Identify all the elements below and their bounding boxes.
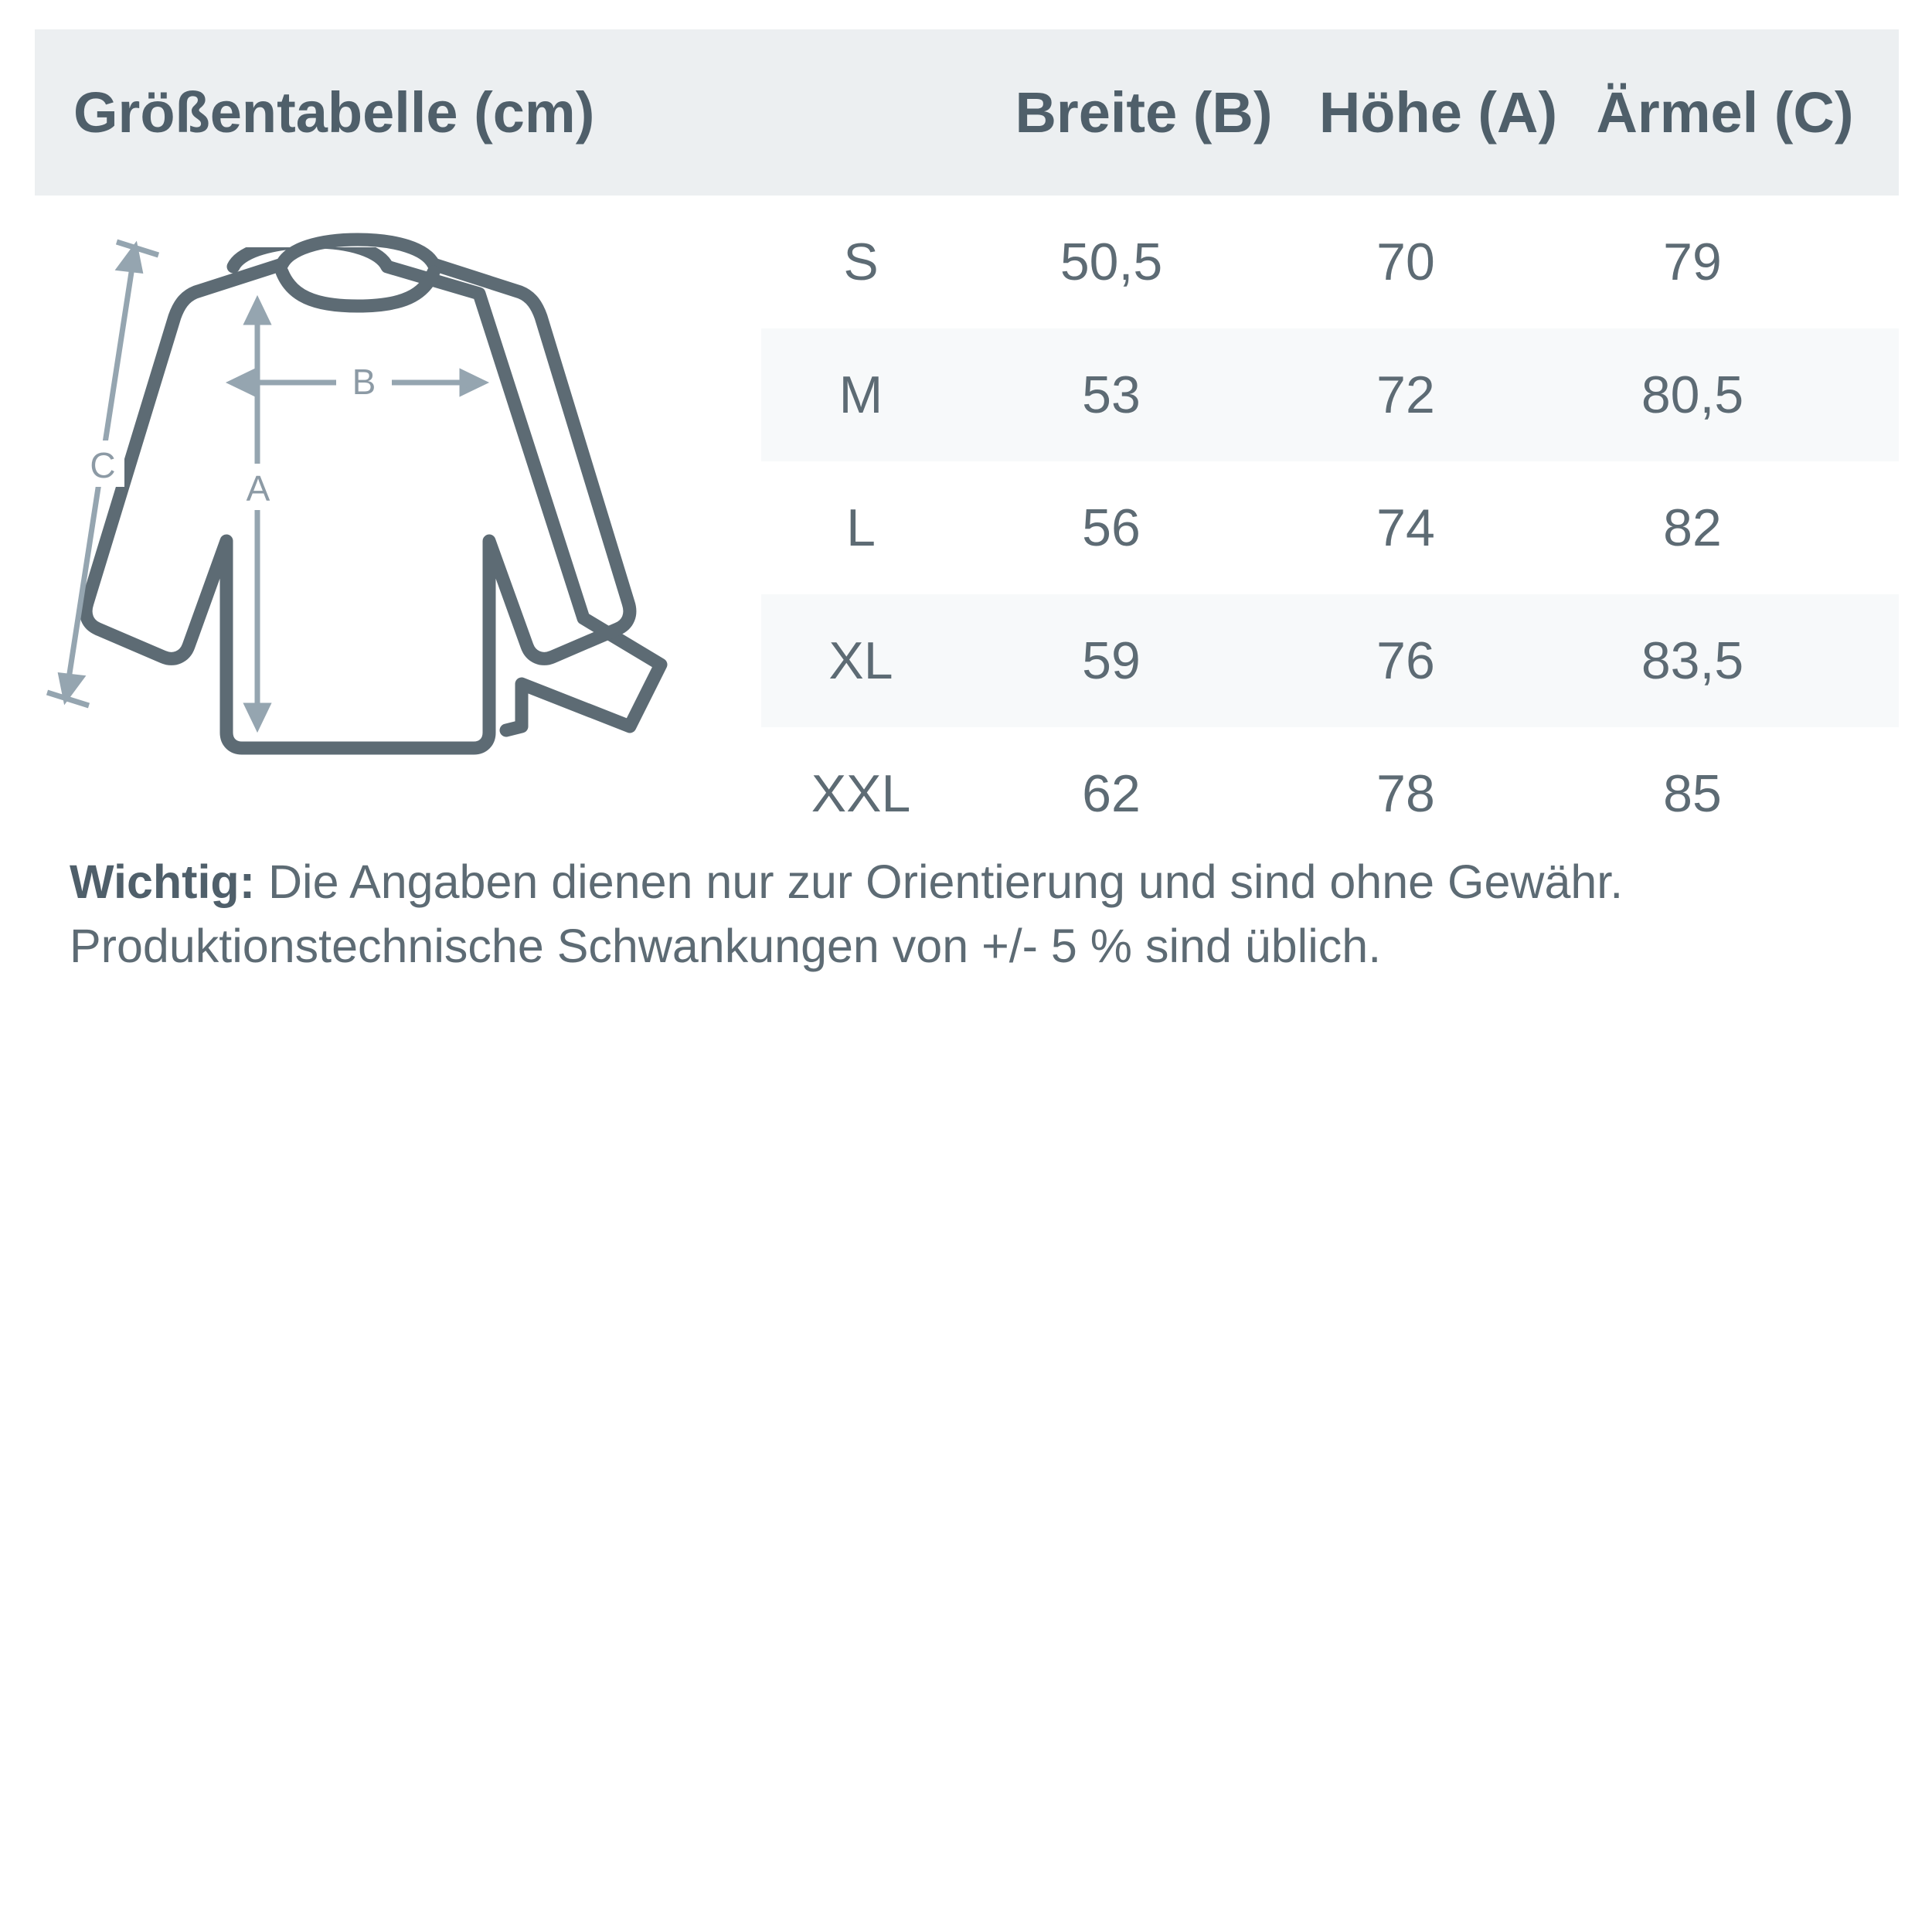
table-row <box>761 727 1899 860</box>
cell-size: XL <box>828 631 893 690</box>
disclaimer-lead: Wichtig: <box>70 855 256 908</box>
page-title: Größentabelle (cm) <box>73 80 595 145</box>
cell-breite: 56 <box>1082 498 1141 557</box>
header-columns <box>993 29 1868 196</box>
cell-hoehe: 74 <box>1376 498 1435 557</box>
cell-breite: 59 <box>1082 631 1141 690</box>
diagram-label-a: A <box>246 468 270 509</box>
column-header-aermel: Ärmel (C) <box>1596 80 1854 145</box>
table-row <box>761 594 1899 727</box>
cell-breite: 50,5 <box>1060 233 1163 291</box>
column-header-hoehe: Höhe (A) <box>1318 80 1558 145</box>
column-header-breite: Breite (B) <box>1015 80 1273 145</box>
cell-hoehe: 72 <box>1376 366 1435 424</box>
disclaimer-text: Die Angaben dienen nur zur Orientierung und sind ohne Gewähr. Produktionstechnische Schwankungen von +/- 5 % sind üblich. <box>70 855 1624 972</box>
cell-size: M <box>838 366 883 424</box>
cell-size: XXL <box>811 764 911 823</box>
cell-breite: 62 <box>1082 764 1141 823</box>
header-band <box>35 29 1899 196</box>
cell-size: L <box>846 498 876 557</box>
cell-breite: 53 <box>1082 366 1141 424</box>
garment-diagram <box>43 232 753 796</box>
cell-hoehe: 78 <box>1376 764 1435 823</box>
table-row <box>761 328 1899 461</box>
diagram-label-b: B <box>352 362 376 402</box>
cell-aermel: 80,5 <box>1641 366 1744 424</box>
diagram-label-c: C <box>90 445 116 485</box>
table-row <box>761 461 1899 594</box>
cell-hoehe: 76 <box>1376 631 1435 690</box>
cell-hoehe: 70 <box>1376 233 1435 291</box>
cell-aermel: 82 <box>1663 498 1722 557</box>
disclaimer-note <box>70 850 1870 978</box>
cell-aermel: 85 <box>1663 764 1722 823</box>
table-row <box>761 196 1899 328</box>
cell-aermel: 83,5 <box>1641 631 1744 690</box>
size-table <box>761 196 1899 860</box>
cell-size: S <box>843 233 879 291</box>
cell-aermel: 79 <box>1663 233 1722 291</box>
